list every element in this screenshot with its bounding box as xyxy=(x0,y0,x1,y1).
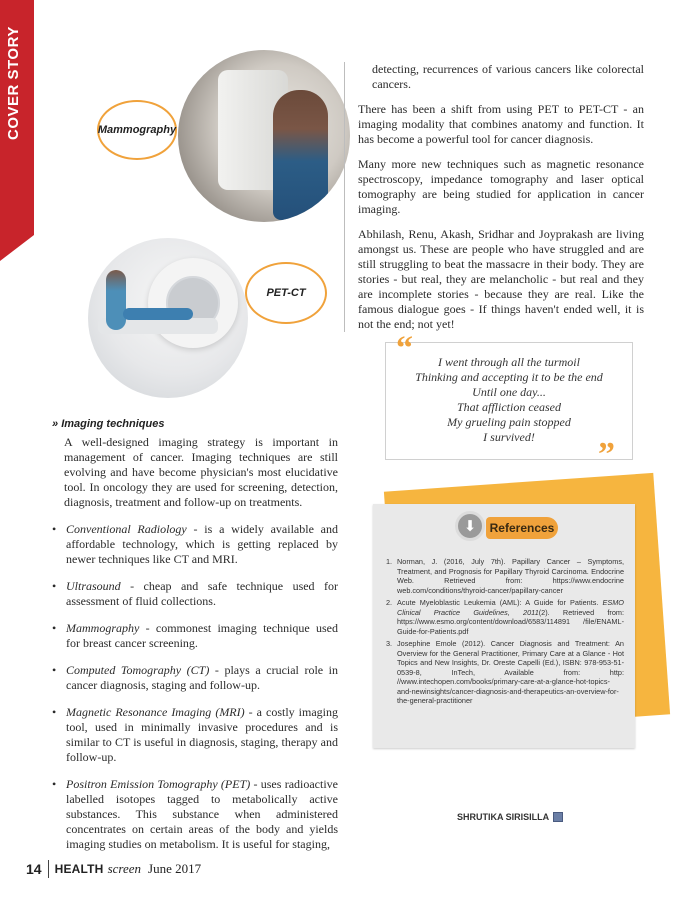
references-list xyxy=(386,557,624,709)
reference-item: 2. Acute Myeloblastic Leukemia (AML): A Guide for Patients. ESMO Clinical Practice Guidelines, 2011(2). Retrieved from: https://www.esmo.org/content/download/6583/114891 /file/ENAML-Guide-for-Patients.pdf xyxy=(386,598,624,636)
right-paragraph-3: Many more new techniques such as magnetic resonance spectroscopy, impedance tomography and laser optical tomography are being studied for application in cancer imaging. xyxy=(358,157,644,216)
list-item: • Computed Tomography (CT) - plays a crucial role in cancer diagnosis, staging and follow-up. xyxy=(52,663,338,693)
heading-marker: » xyxy=(52,418,59,430)
quote-line: That affliction ceased xyxy=(457,400,561,414)
list-item: • Mammography - commonest imaging technique used for breast cancer screening. xyxy=(52,621,338,651)
issue-date: June 2017 xyxy=(148,861,202,876)
quote-line: Until one day... xyxy=(472,385,546,399)
mammography-badge: Mammography xyxy=(97,100,177,160)
petct-badge: PET-CT xyxy=(245,262,327,324)
close-quote-icon: ” xyxy=(598,436,615,473)
quote-line: Thinking and accepting it to be the end xyxy=(415,370,603,384)
author-name: SHRUTIKA SIRISILLA xyxy=(457,812,550,822)
right-paragraph-2: There has been a shift from using PET to PET-CT - an imaging modality that combines anatomy and function. It has become a powerful tool for cancer diagnosis. xyxy=(358,102,644,146)
references-title: References xyxy=(486,517,558,539)
pull-quote xyxy=(385,342,633,460)
page-footer xyxy=(26,860,201,878)
left-column-text xyxy=(52,435,338,864)
quote-line: I survived! xyxy=(483,430,535,444)
petct-scanner-shape xyxy=(148,258,238,348)
right-paragraph-1: detecting, recurrences of various cancers like colorectal cancers. xyxy=(372,62,644,91)
mammography-photo xyxy=(178,50,350,222)
reference-item: 3. Josephine Emole (2012). Cancer Diagnosis and Treatment: An Overview for the General Practitioner, Primary Care at a Glance - Hot Topics and New Insights, Dr. Oreste Capelli (Ed.), ISBN: 978-953-51-0539-8, InTech, Available from: http: //www.intechopen.com/books/primary-care-at-a-glance-hot-topics-and-newinsights/cancer-diagnosis-and-therapeutics-an-overview-for-the-general-practitioner xyxy=(386,639,624,705)
quote-line: I went through all the turmoil xyxy=(438,355,580,369)
right-column-text xyxy=(358,62,644,342)
download-arrow-icon: ⬇ xyxy=(455,511,485,541)
intro-paragraph: A well-designed imaging strategy is important in management of cancer. Imaging techniques are still evolving and have become physician's most elucidative tool. In oncology they are used for screening, detection, diagnosis, treatment and follow-up on treatments. xyxy=(64,435,338,509)
imaging-techniques-list xyxy=(52,522,338,852)
list-item: • Magnetic Resonance Imaging (MRI) - a costly imaging tool, used in minimally invasive procedures and is similar to CT is useful in diagnosis, staging, therapy and follow-up. xyxy=(52,705,338,765)
page-number: 14 xyxy=(26,861,42,877)
section-heading xyxy=(52,418,164,430)
list-item: • Positron Emission Tomography (PET) - uses radioactive labelled isotopes tagged to metabolically active substances. This substance when administered concentrates on certain areas of the body and yields imaging studies on metabolism. It is useful for staging, xyxy=(52,777,338,852)
petct-nurse-shape xyxy=(106,270,126,330)
right-paragraph-4: Abhilash, Renu, Akash, Sridhar and Joyprakash are living amongst us. These are people who have struggled and are still struggling to beat the massacre in their body. They are stories - but real, they are melancholic - but real and they are incomplete stories - because they are real. Like the famous dialogue goes - If things haven't ended well, it is not the end; not yet! xyxy=(358,227,644,331)
cover-story-tab xyxy=(0,0,34,235)
mammography-patient-shape xyxy=(273,90,328,220)
quote-line: My grueling pain stopped xyxy=(447,415,571,429)
list-item: • Conventional Radiology - is a widely available and affordable technology, which is getting replaced by newer techniques like CT and MRI. xyxy=(52,522,338,567)
petct-photo xyxy=(88,238,248,398)
brand-screen: screen xyxy=(107,861,142,876)
column-rule xyxy=(344,62,345,332)
heading-text: Imaging techniques xyxy=(61,418,165,430)
list-item: • Ultrasound - cheap and safe technique used for assessment of fluid collections. xyxy=(52,579,338,609)
brand-health: HEALTH xyxy=(54,862,104,876)
author-byline xyxy=(457,812,563,822)
open-quote-icon: “ xyxy=(396,330,413,367)
author-icon xyxy=(553,812,563,822)
reference-item: 1. Norman, J. (2016, July 7th). Papillary Cancer – Symptoms, Treatment, and Prognosis for Papillary Thyroid Carcinoma. Endocrine Web. Retrieved from: https://www.endocrine web.com/conditions/thyroid-cancer/papillary-cancer xyxy=(386,557,624,595)
cover-story-label: COVER STORY xyxy=(5,26,22,140)
petct-patient-shape xyxy=(123,308,193,320)
footer-divider xyxy=(48,860,49,878)
